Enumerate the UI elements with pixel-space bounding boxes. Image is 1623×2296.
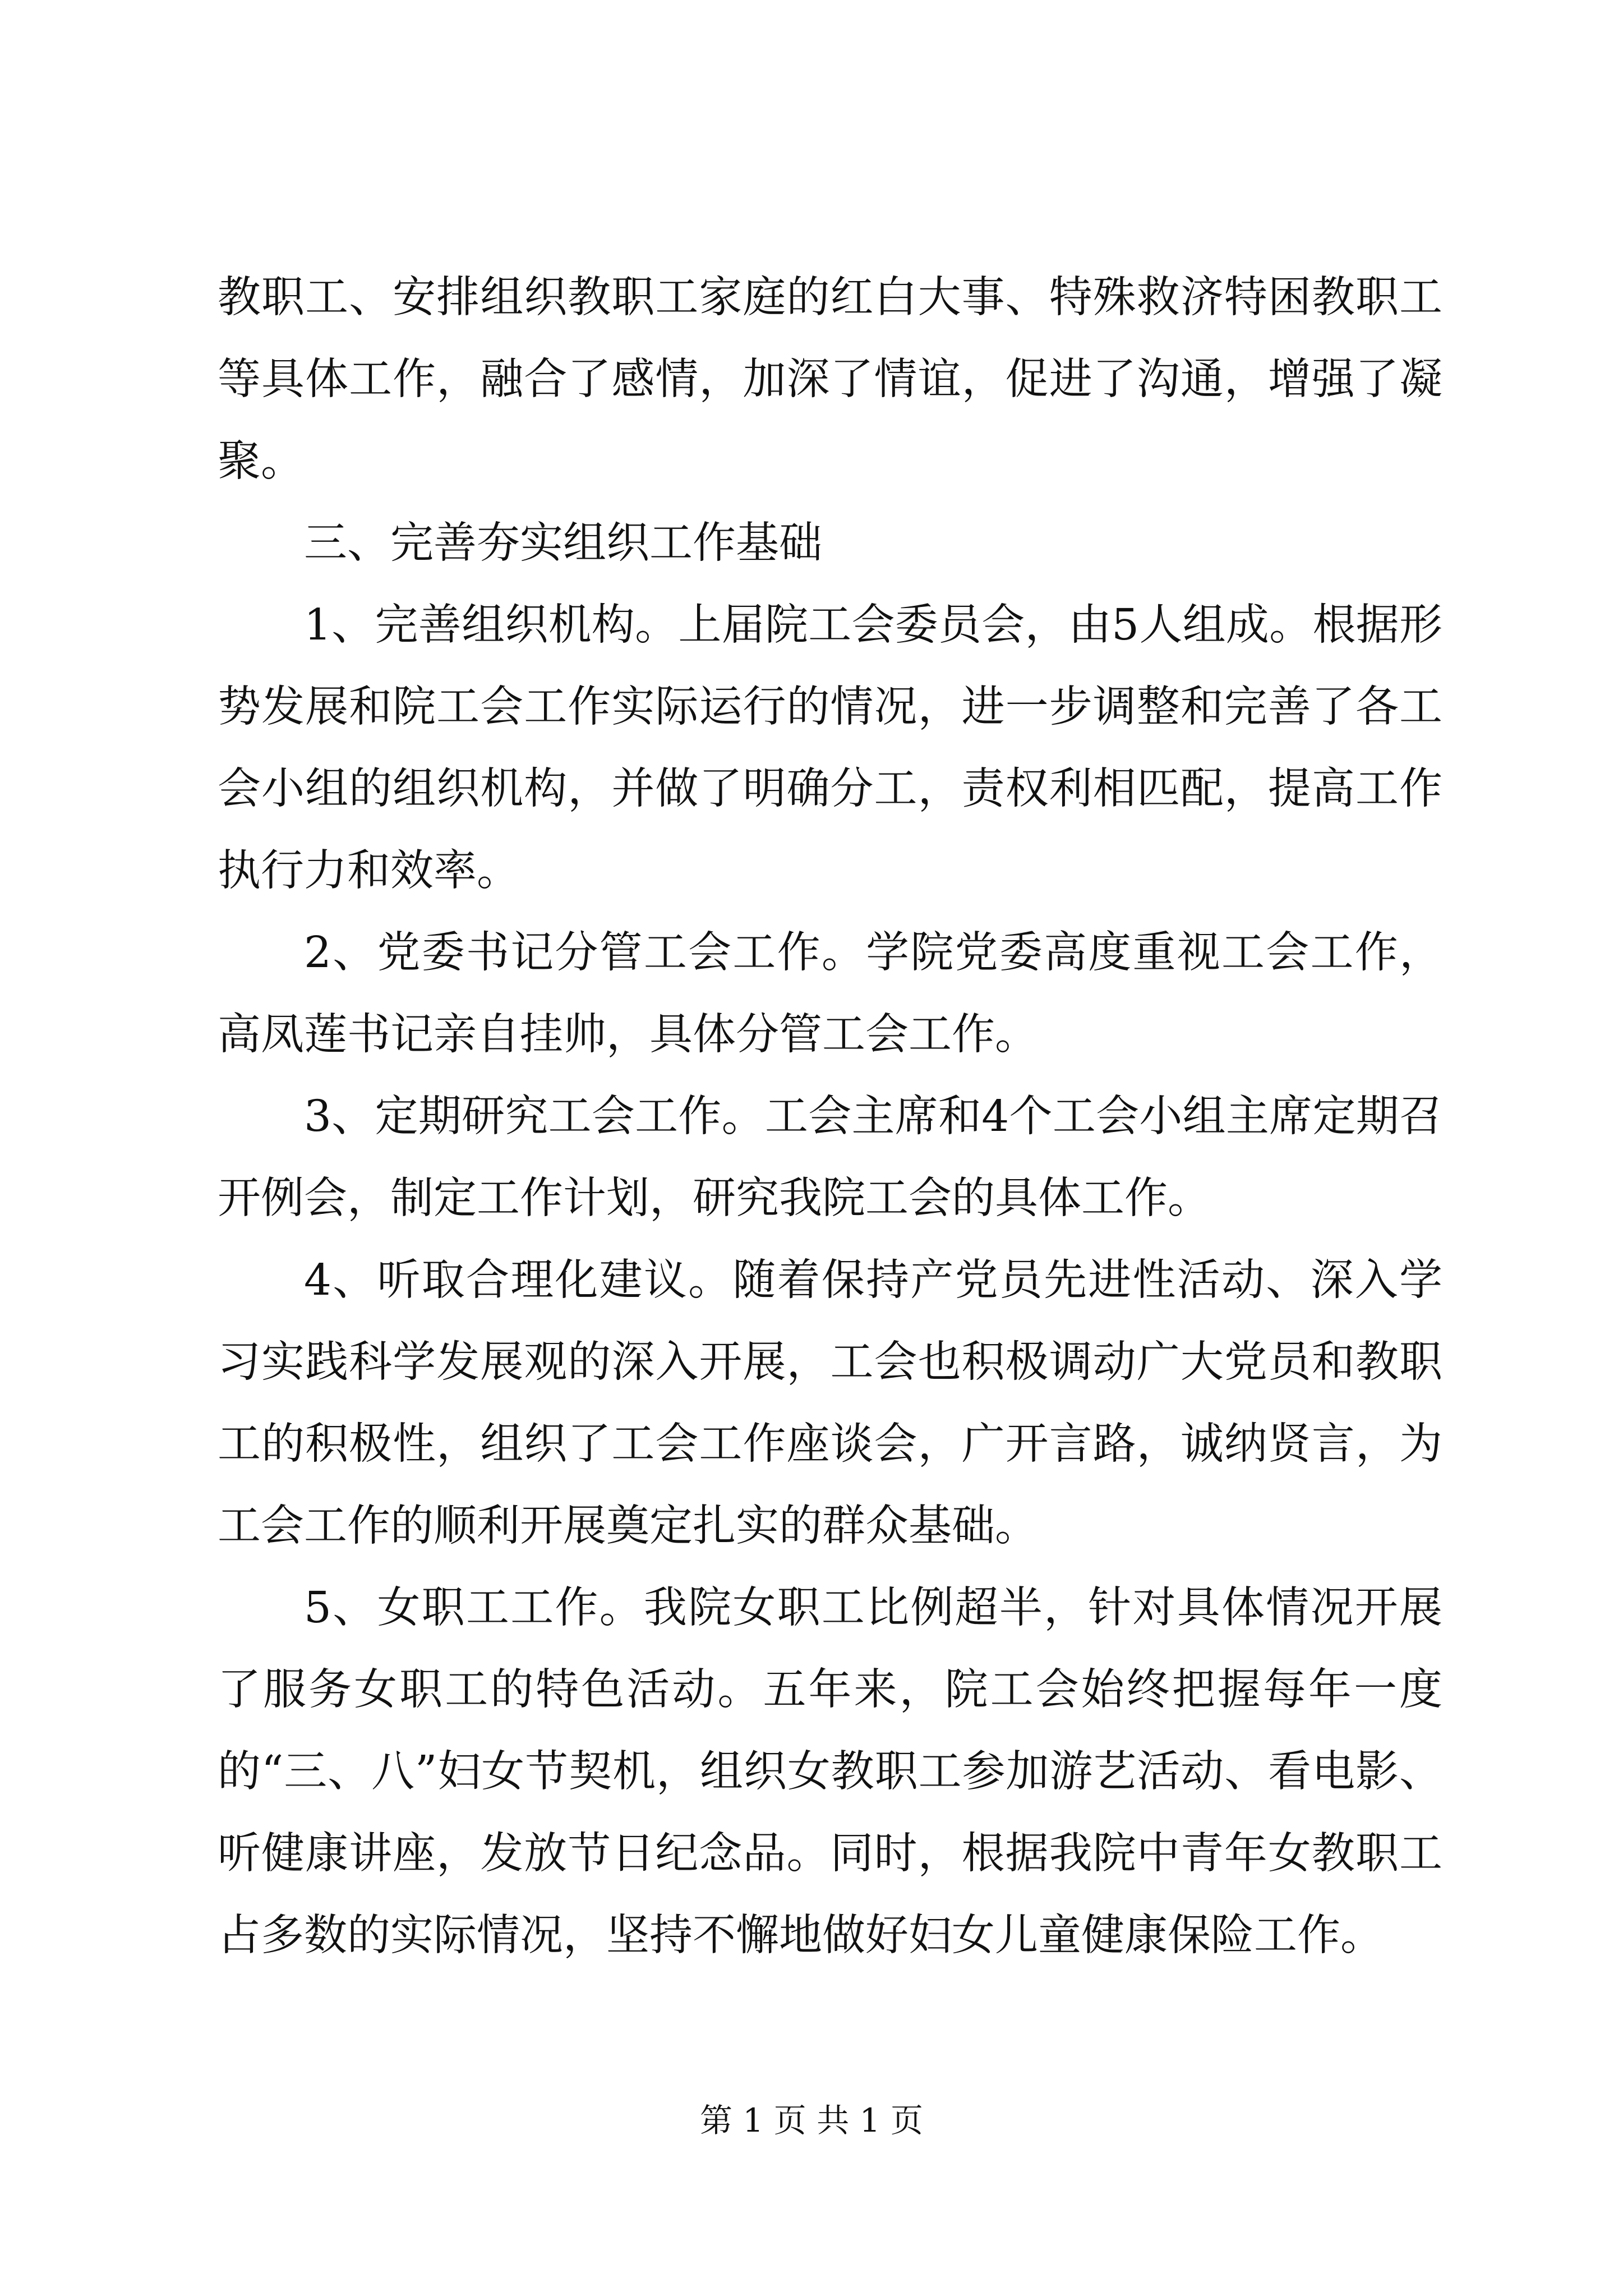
paragraph-item-4: 4、听取合理化建议。随着保持产党员先进性活动、深入学习实践科学发展观的深入开展，工会也积极调动广大党员和教职工的积极性，组织了工会工作座谈会，广开言路，诚纳贤言，为工会工作的顺利开展奠定扎实的群众基础。 bbox=[218, 1255, 1442, 1551]
paragraph-item-1: 1、完善组织机构。上届院工会委员会，由5人组成。根据形势发展和院工会工作实际运行的情况，进一步调整和完善了各工会小组的组织机构，并做了明确分工，责权利相匹配，提高工作执行力和效率。 bbox=[218, 600, 1442, 896]
paragraph-item-2: 2、党委书记分管工会工作。学院党委高度重视工会工作，高凤莲书记亲自挂帅，具体分管工会工作。 bbox=[218, 928, 1442, 1060]
paragraph-item-5: 5、女职工工作。我院女职工比例超半，针对具体情况开展了服务女职工的特色活动。五年来，院工会始终把握每年一度的“三、八”妇女节契机，组织女教职工参加游艺活动、看电影、听健康讲座，发放节日纪念品。同时，根据我院中青年女教职工占多数的实际情况，坚持不懈地做好妇女儿童健康保险工作。 bbox=[218, 1583, 1442, 1961]
page-number-label: 第 1 页 共 1 页 bbox=[700, 2101, 923, 2139]
document-body bbox=[218, 257, 1442, 1977]
paragraph-continuation: 教职工、安排组织教职工家庭的红白大事、特殊救济特困教职工等具体工作，融合了感情，加深了情谊，促进了沟通，增强了凝聚。 bbox=[218, 273, 1442, 486]
paragraph-item-3: 3、定期研究工会工作。工会主席和4个工会小组主席定期召开例会，制定工作计划，研究我院工会的具体工作。 bbox=[218, 1092, 1442, 1223]
page-footer bbox=[0, 2098, 1623, 2143]
section-heading-3: 三、完善夯实组织工作基础 bbox=[304, 518, 822, 568]
